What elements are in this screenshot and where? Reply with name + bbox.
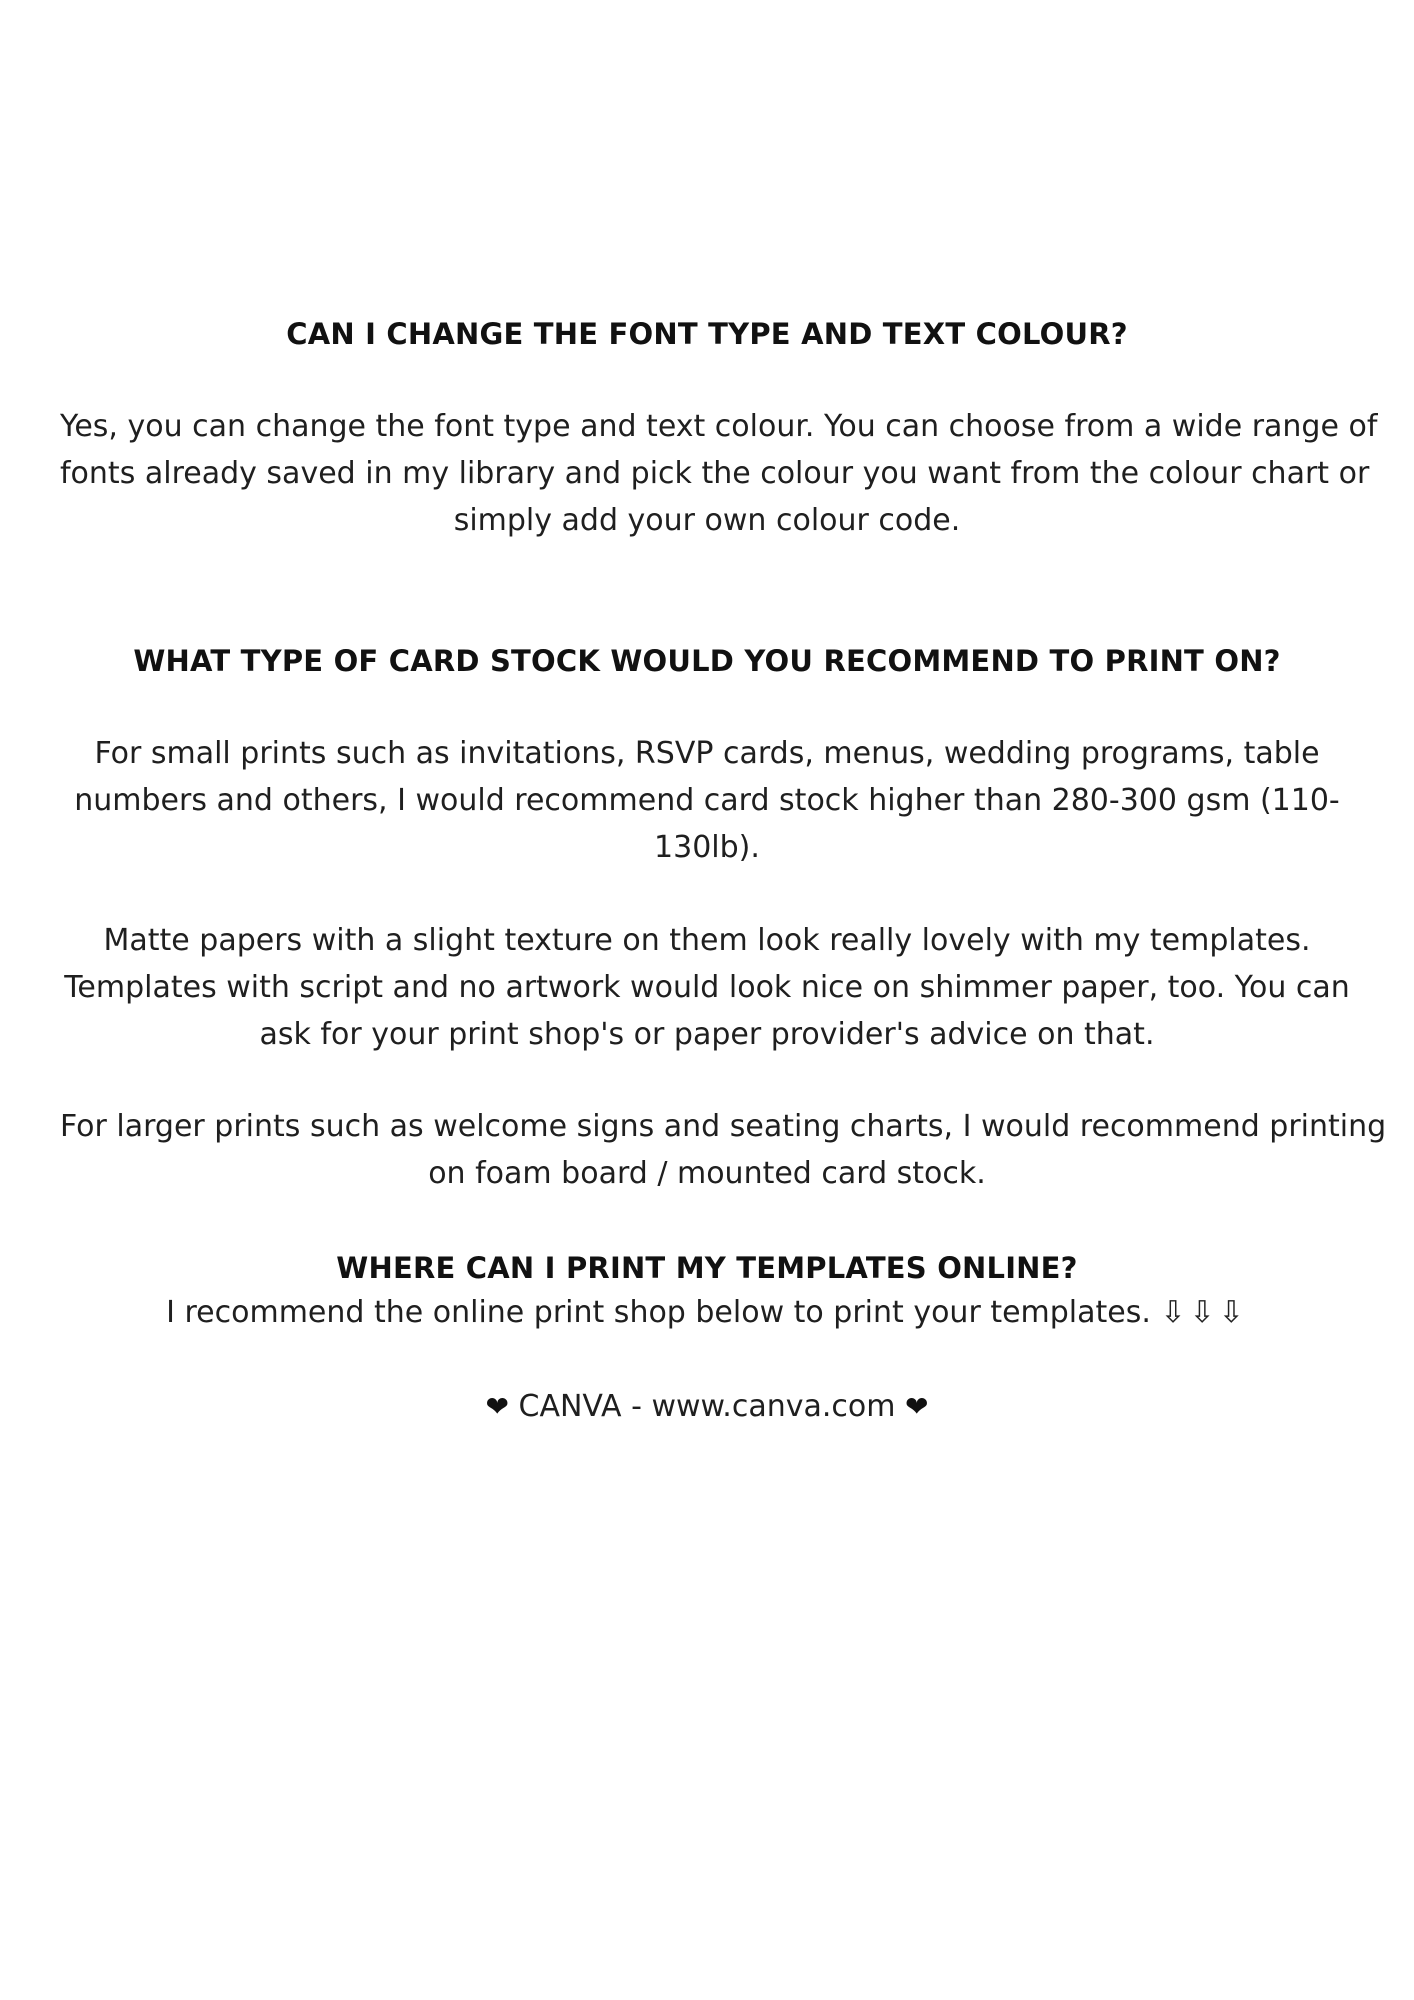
paragraph-font-colour [60,403,1378,544]
paragraph-line: For small prints such as invitations, RSVP cards, menus, wedding programs, table [94,736,1320,771]
heading-font-colour: CAN I CHANGE THE FONT TYPE AND TEXT COLOUR? [286,317,1128,351]
paragraph-line: 130lb). [654,830,760,865]
print-online-text: I recommend the online print shop below to print your templates. [166,1295,1151,1330]
heading-print-online: WHERE CAN I PRINT MY TEMPLATES ONLINE? [336,1251,1078,1285]
paragraph-matte-papers [60,917,1354,1058]
paragraph-line: Yes, you can change the font type and text colour. You can choose from a wide range of [60,409,1378,444]
paragraph-print-online [60,1289,1354,1336]
heart-icon: ❤ [485,1390,509,1423]
canva-link-line [60,1383,1354,1430]
heart-icon: ❤ [905,1390,929,1423]
down-arrows-icon: ⇩⇩⇩ [1160,1295,1248,1330]
paragraph-line: ask for your print shop's or paper provider's advice on that. [259,1017,1155,1052]
paragraph-line: simply add your own colour code. [453,503,961,538]
canva-link-text[interactable]: CANVA - www.canva.com [518,1389,896,1424]
paragraph-line: on foam board / mounted card stock. [428,1156,986,1191]
paragraph-line: Templates with script and no artwork would look nice on shimmer paper, too. You can [64,970,1350,1005]
paragraph-line: Matte papers with a slight texture on them look really lovely with my templates. [103,923,1311,958]
paragraph-line: For larger prints such as welcome signs and seating charts, I would recommend printing [60,1109,1387,1144]
paragraph-larger-prints [60,1103,1387,1197]
paragraph-line: fonts already saved in my library and pick the colour you want from the colour chart or [60,456,1370,491]
heading-card-stock: WHAT TYPE OF CARD STOCK WOULD YOU RECOMMEND TO PRINT ON? [133,644,1281,678]
paragraph-line: numbers and others, I would recommend card stock higher than 280-300 gsm (110- [74,783,1340,818]
paragraph-small-prints [60,730,1354,871]
